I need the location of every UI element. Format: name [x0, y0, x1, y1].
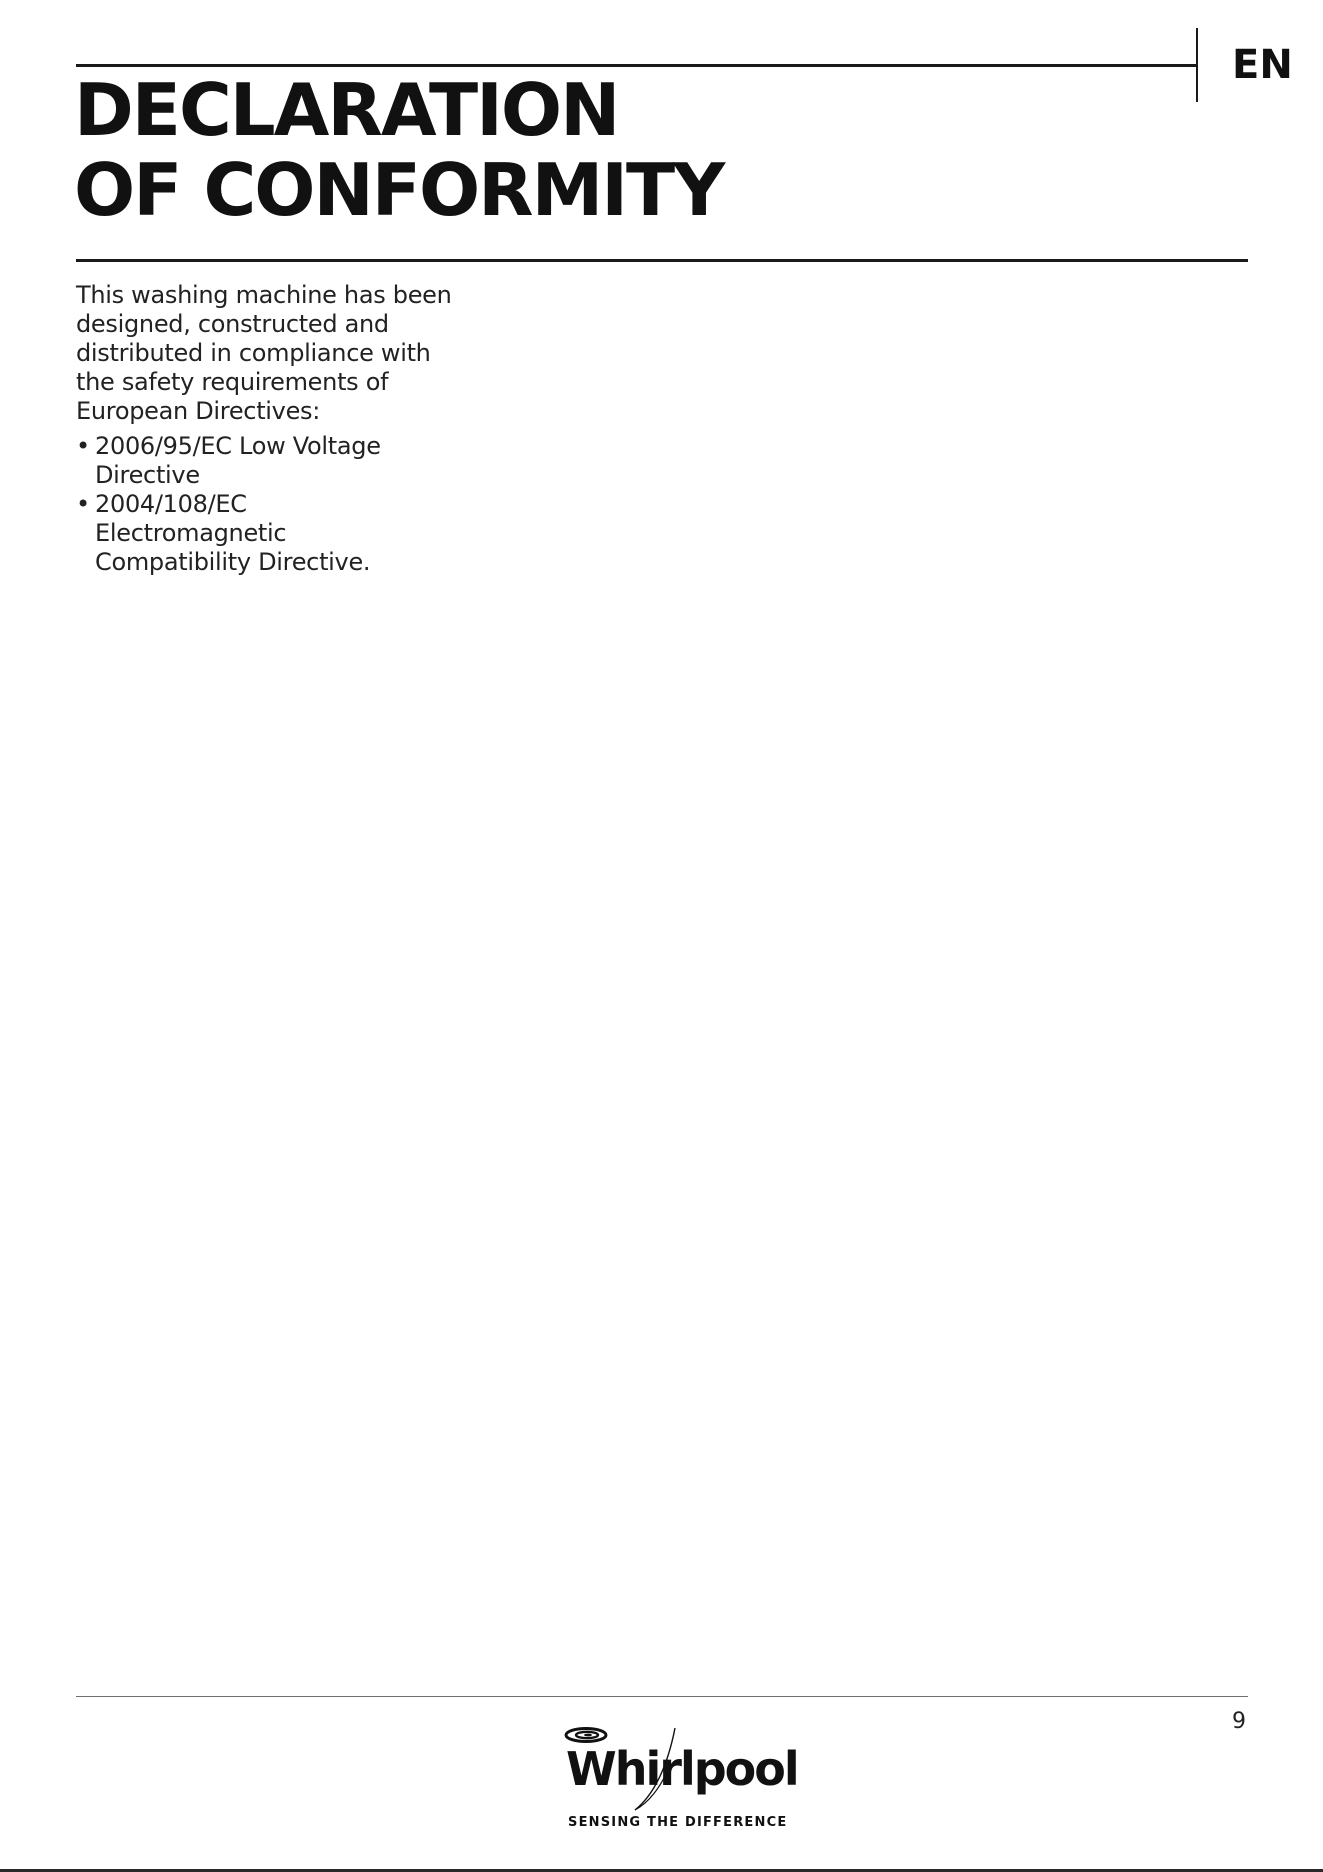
- directive-list: [76, 432, 466, 577]
- page-number: 9: [1232, 1709, 1246, 1734]
- page-title: [74, 70, 723, 230]
- directive-emc: 2004/108/EC Electromagnetic Compatibility Directive.: [95, 490, 371, 576]
- top-rule: [76, 64, 1197, 67]
- directive-low-voltage: 2006/95/EC Low Voltage Directive: [95, 432, 381, 489]
- title-rule: [76, 259, 1248, 262]
- intro-paragraph: This washing machine has been designed, constructed and distributed in compliance with the safety requirements of European Directives:: [76, 281, 452, 425]
- language-code: EN: [1232, 42, 1293, 88]
- brand-wordmark: Whirlpool: [566, 1742, 798, 1796]
- language-divider: [1196, 28, 1198, 102]
- list-item: [76, 490, 466, 577]
- bullet-icon: •: [76, 432, 90, 460]
- title-line-1: DECLARATION: [74, 68, 619, 152]
- brand-tagline: SENSING THE DIFFERENCE: [568, 1815, 788, 1830]
- list-item: [76, 432, 466, 490]
- footer-rule: [76, 1696, 1248, 1697]
- title-line-2: OF CONFORMITY: [74, 148, 724, 232]
- bullet-icon: •: [76, 490, 90, 518]
